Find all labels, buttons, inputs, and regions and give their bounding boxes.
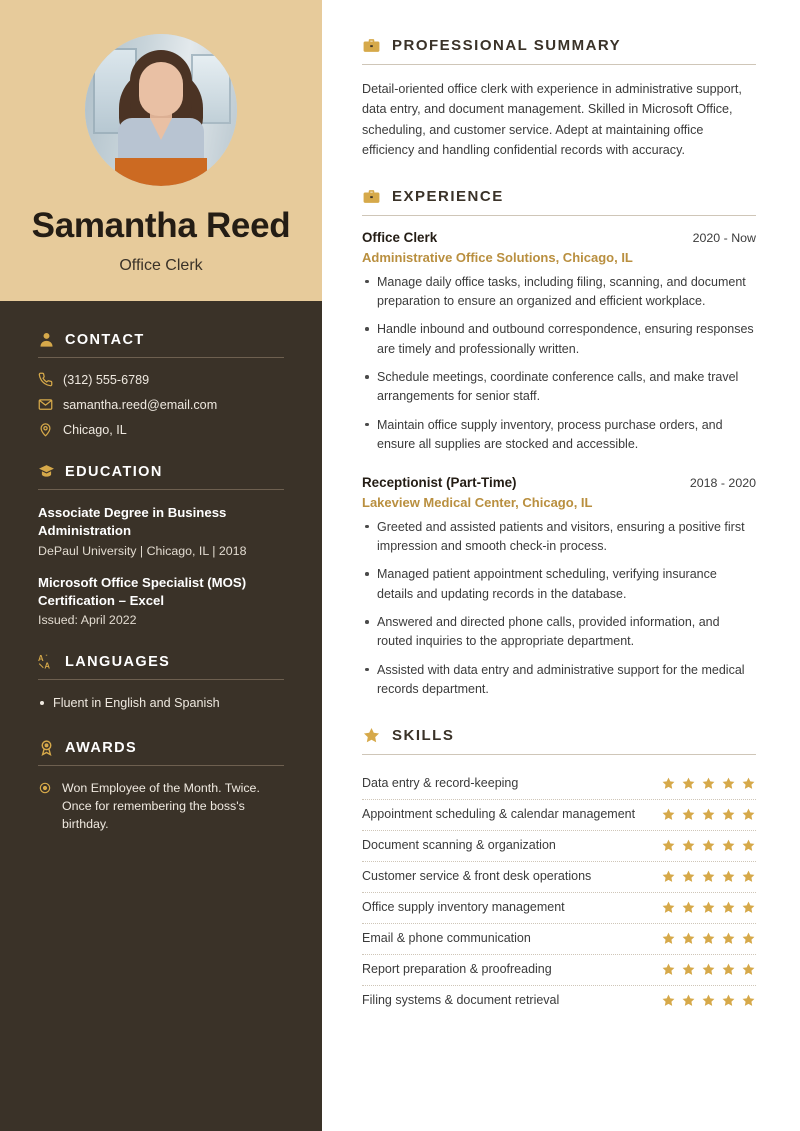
skill-rating: [661, 807, 756, 822]
briefcase-icon: [362, 187, 381, 206]
main-content: [322, 0, 800, 1131]
skill-name: Email & phone communication: [362, 931, 531, 946]
star-icon: [681, 900, 696, 915]
section-languages: [38, 653, 284, 713]
avatar: [85, 34, 237, 186]
skill-row: [362, 862, 756, 893]
award-badge-icon: [38, 781, 52, 795]
experience-dates: 2020 - Now: [692, 230, 756, 245]
star-icon: [701, 962, 716, 977]
education-item: [38, 574, 284, 628]
star-icon: [721, 900, 736, 915]
star-icon: [661, 931, 676, 946]
education-heading-row: [38, 463, 284, 490]
skill-rating: [661, 962, 756, 977]
experience-company: Administrative Office Solutions, Chicago, IL: [362, 249, 633, 265]
list-item: Managed patient appointment scheduling, verifying insurance details and updating records in the database.: [362, 565, 756, 604]
list-item: Maintain office supply inventory, process purchase orders, and ensure all supplies are stocked and accessible.: [362, 416, 756, 455]
languages-heading: LANGUAGES: [65, 653, 171, 670]
contact-heading: CONTACT: [65, 331, 145, 348]
star-icon: [721, 776, 736, 791]
skill-name: Office supply inventory management: [362, 900, 565, 915]
list-item: Handle inbound and outbound correspondence, ensuring responses are timely and professionally written.: [362, 320, 756, 359]
star-icon: [741, 807, 756, 822]
star-icon: [661, 962, 676, 977]
star-icon: [362, 726, 381, 745]
languages-heading-row: [38, 653, 284, 680]
awards-heading: AWARDS: [65, 739, 138, 756]
section-experience: [362, 187, 756, 700]
star-icon: [681, 869, 696, 884]
svg-text:A: A: [44, 662, 50, 671]
award-medal-icon: [38, 739, 55, 756]
contact-heading-row: [38, 331, 284, 358]
summary-text: Detail-oriented office clerk with experience in administrative support, data entry, and document management. Skilled in Microsoft Office, scheduling, and customer service. Adept at maintaining office efficiency and handling confidential records with accuracy.: [362, 82, 742, 158]
star-icon: [721, 807, 736, 822]
star-icon: [741, 962, 756, 977]
star-icon: [741, 900, 756, 915]
star-icon: [701, 807, 716, 822]
skill-rating: [661, 776, 756, 791]
star-icon: [701, 900, 716, 915]
star-icon: [701, 869, 716, 884]
briefcase-icon: [362, 36, 381, 55]
skill-rating: [661, 900, 756, 915]
star-icon: [701, 776, 716, 791]
section-professional-summary: [362, 36, 756, 161]
graduation-cap-icon: [38, 463, 55, 480]
summary-heading-row: [362, 36, 756, 65]
star-icon: [701, 838, 716, 853]
skill-rating: [661, 869, 756, 884]
list-item: Fluent in English and Spanish: [38, 694, 284, 713]
skills-heading-row: [362, 726, 756, 755]
skill-name: Document scanning & organization: [362, 838, 556, 853]
star-icon: [741, 838, 756, 853]
skill-name: Appointment scheduling & calendar management: [362, 807, 636, 822]
envelope-icon: [38, 397, 53, 412]
experience-bullets: [362, 273, 756, 455]
award-item: [38, 780, 284, 833]
star-icon: [661, 807, 676, 822]
translate-icon: [38, 653, 55, 670]
list-item: Greeted and assisted patients and visitors, ensuring a positive first impression and smooth check-in process.: [362, 518, 756, 557]
star-icon: [721, 962, 736, 977]
section-awards: [38, 739, 284, 833]
experience-item: [362, 475, 756, 700]
star-icon: [661, 869, 676, 884]
experience-company: Lakeview Medical Center, Chicago, IL: [362, 494, 593, 510]
star-icon: [741, 776, 756, 791]
sidebar-body: [0, 301, 322, 879]
skill-row: [362, 893, 756, 924]
list-item: Assisted with data entry and administrative support for the medical records department.: [362, 661, 756, 700]
section-skills: [362, 726, 756, 1016]
phone-icon: [38, 372, 53, 387]
section-contact: [38, 331, 284, 437]
skill-row: [362, 924, 756, 955]
skill-rating: [661, 931, 756, 946]
star-icon: [721, 838, 736, 853]
star-icon: [741, 869, 756, 884]
experience-role: Receptionist (Part-Time): [362, 474, 517, 490]
languages-list: [38, 694, 284, 713]
experience-heading-row: [362, 187, 756, 216]
section-education: [38, 463, 284, 627]
user-icon: [38, 331, 55, 348]
skill-name: Customer service & front desk operations: [362, 869, 592, 884]
star-icon: [681, 931, 696, 946]
location-pin-icon: [38, 422, 53, 437]
star-icon: [721, 869, 736, 884]
contact-phone-value: (312) 555-6789: [63, 372, 150, 387]
awards-heading-row: [38, 739, 284, 766]
star-icon: [721, 931, 736, 946]
education-heading: EDUCATION: [65, 463, 163, 480]
skill-rating: [661, 993, 756, 1008]
education-meta: Issued: April 2022: [38, 613, 137, 628]
sidebar-header: [0, 0, 322, 301]
star-icon: [681, 776, 696, 791]
contact-phone[interactable]: [38, 372, 284, 387]
star-icon: [701, 931, 716, 946]
contact-location[interactable]: [38, 422, 284, 437]
skill-name: Report preparation & proofreading: [362, 962, 552, 977]
list-item: Schedule meetings, coordinate conference calls, and make travel arrangements for senior staff.: [362, 368, 756, 407]
experience-item: [362, 230, 756, 455]
education-meta: DePaul University | Chicago, IL | 2018: [38, 543, 247, 558]
contact-location-value: Chicago, IL: [63, 422, 127, 437]
skill-rating: [661, 838, 756, 853]
star-icon: [681, 962, 696, 977]
skills-heading: SKILLS: [392, 726, 455, 744]
skill-row: [362, 769, 756, 800]
experience-dates: 2018 - 2020: [689, 475, 756, 490]
skill-row: [362, 831, 756, 862]
star-icon: [721, 993, 736, 1008]
star-icon: [661, 838, 676, 853]
star-icon: [741, 931, 756, 946]
experience-heading: EXPERIENCE: [392, 187, 504, 205]
star-icon: [701, 993, 716, 1008]
job-title: Office Clerk: [119, 257, 203, 275]
education-degree: Microsoft Office Specialist (MOS) Certification – Excel: [38, 574, 247, 608]
star-icon: [681, 807, 696, 822]
contact-email[interactable]: [38, 397, 284, 412]
skills-list: [362, 769, 756, 1016]
experience-role: Office Clerk: [362, 229, 438, 245]
star-icon: [681, 838, 696, 853]
award-text: Won Employee of the Month. Twice. Once for remembering the boss's birthday.: [62, 781, 260, 831]
skill-name: Filing systems & document retrieval: [362, 993, 560, 1008]
star-icon: [661, 776, 676, 791]
experience-bullets: [362, 518, 756, 700]
education-degree: Associate Degree in Business Administration: [38, 505, 227, 538]
svg-text:A: A: [38, 654, 44, 664]
skill-row: [362, 986, 756, 1016]
contact-email-value: samantha.reed@email.com: [63, 397, 218, 412]
page-title: Samantha Reed: [31, 206, 291, 245]
skill-row: [362, 955, 756, 986]
summary-heading: PROFESSIONAL SUMMARY: [392, 37, 622, 54]
star-icon: [741, 993, 756, 1008]
skill-row: [362, 800, 756, 831]
star-icon: [661, 993, 676, 1008]
list-item: Answered and directed phone calls, provided information, and routed inquiries to the appropriate department.: [362, 613, 756, 652]
education-item: [38, 504, 284, 558]
skill-name: Data entry & record-keeping: [362, 776, 519, 791]
sidebar: [0, 0, 322, 1131]
star-icon: [681, 993, 696, 1008]
star-icon: [661, 900, 676, 915]
list-item: Manage daily office tasks, including filing, scanning, and document preparation to ensure an organized and efficient workplace.: [362, 273, 756, 312]
